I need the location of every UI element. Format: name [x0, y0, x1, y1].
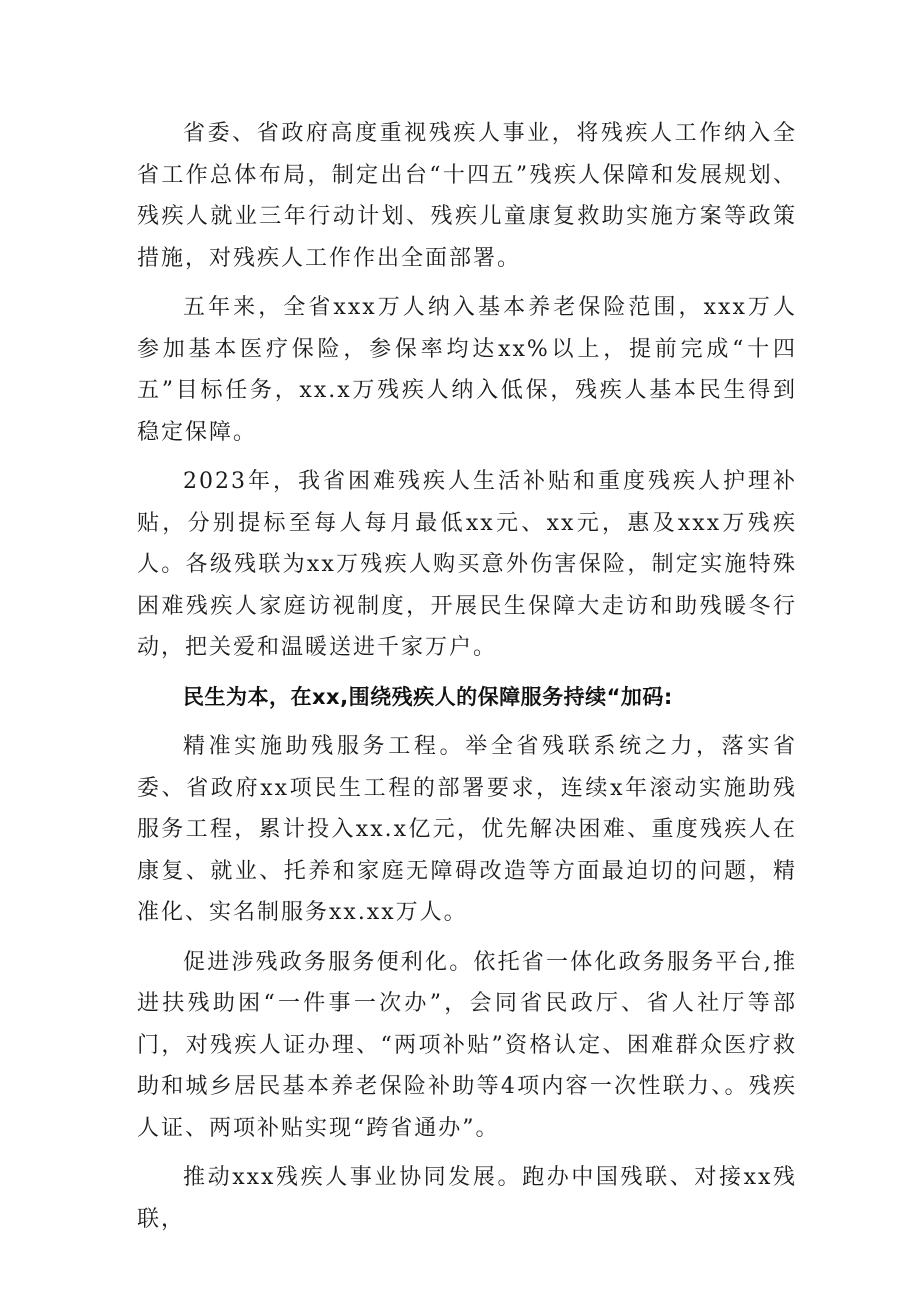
- paragraph-service-project: 精准实施助残服务工程。举全省残联系统之力，落实省委、省政府xx项民生工程的部署要求，连续x年滚动实施助残服务工程，累计投入xx.x亿元，优先解决困难、重度残疾人在康复、就业、托养和家庭无障碍改造等方面最迫切的问题，精准化、实名制服务xx.xx万人。: [137, 734, 797, 925]
- paragraph-commitment: 省委、省政府高度重视残疾人事业，将残疾人工作纳入全省工作总体布局，制定出台“十四五”残疾人保障和发展规划、残疾人就业三年行动计划、残疾儿童康复救助实施方案等政策措施，对残疾人工作作出全面部署。: [137, 121, 797, 271]
- paragraph-insurance: 五年来，全省xxx万人纳入基本养老保险范围，xxx万人参加基本医疗保险，参保率均达xx%以上，提前完成“十四五”目标任务，xx.x万残疾人纳入低保，残疾人基本民生得到稳定保障。: [137, 295, 797, 445]
- paragraph-government-services: 促进涉残政务服务便利化。依托省一体化政务服务平台,推进扶残助困“一件事一次办”，会同省民政厅、省人社厅等部门，对残疾人证办理、“两项补贴”资格认定、困难群众医疗救助和城乡居民基本养老保险补助等4项内容一次性联力、。残疾人证、两项补贴实现“跨省通办”。: [137, 949, 797, 1141]
- paragraph-coordination: 推动xxx残疾人事业协同发展。跑办中国残联、对接xx残联，: [137, 1165, 797, 1232]
- paragraph-subsidy-2023: 2023年，我省困难残疾人生活补贴和重度残疾人护理补贴，分别提标至每人每月最低xx元、xx元，惠及xxx万残疾人。各级残联为xx万残疾人购买意外伤害保险，制定实施特殊困难残疾人家庭访视制度，开展民生保障大走访和助残暖冬行动，把关爱和温暖送进千家万户。: [137, 469, 797, 660]
- document-body: [137, 113, 797, 1248]
- section-heading: 民生为本，在xx,围绕残疾人的保障服务持续“加码:: [183, 684, 673, 709]
